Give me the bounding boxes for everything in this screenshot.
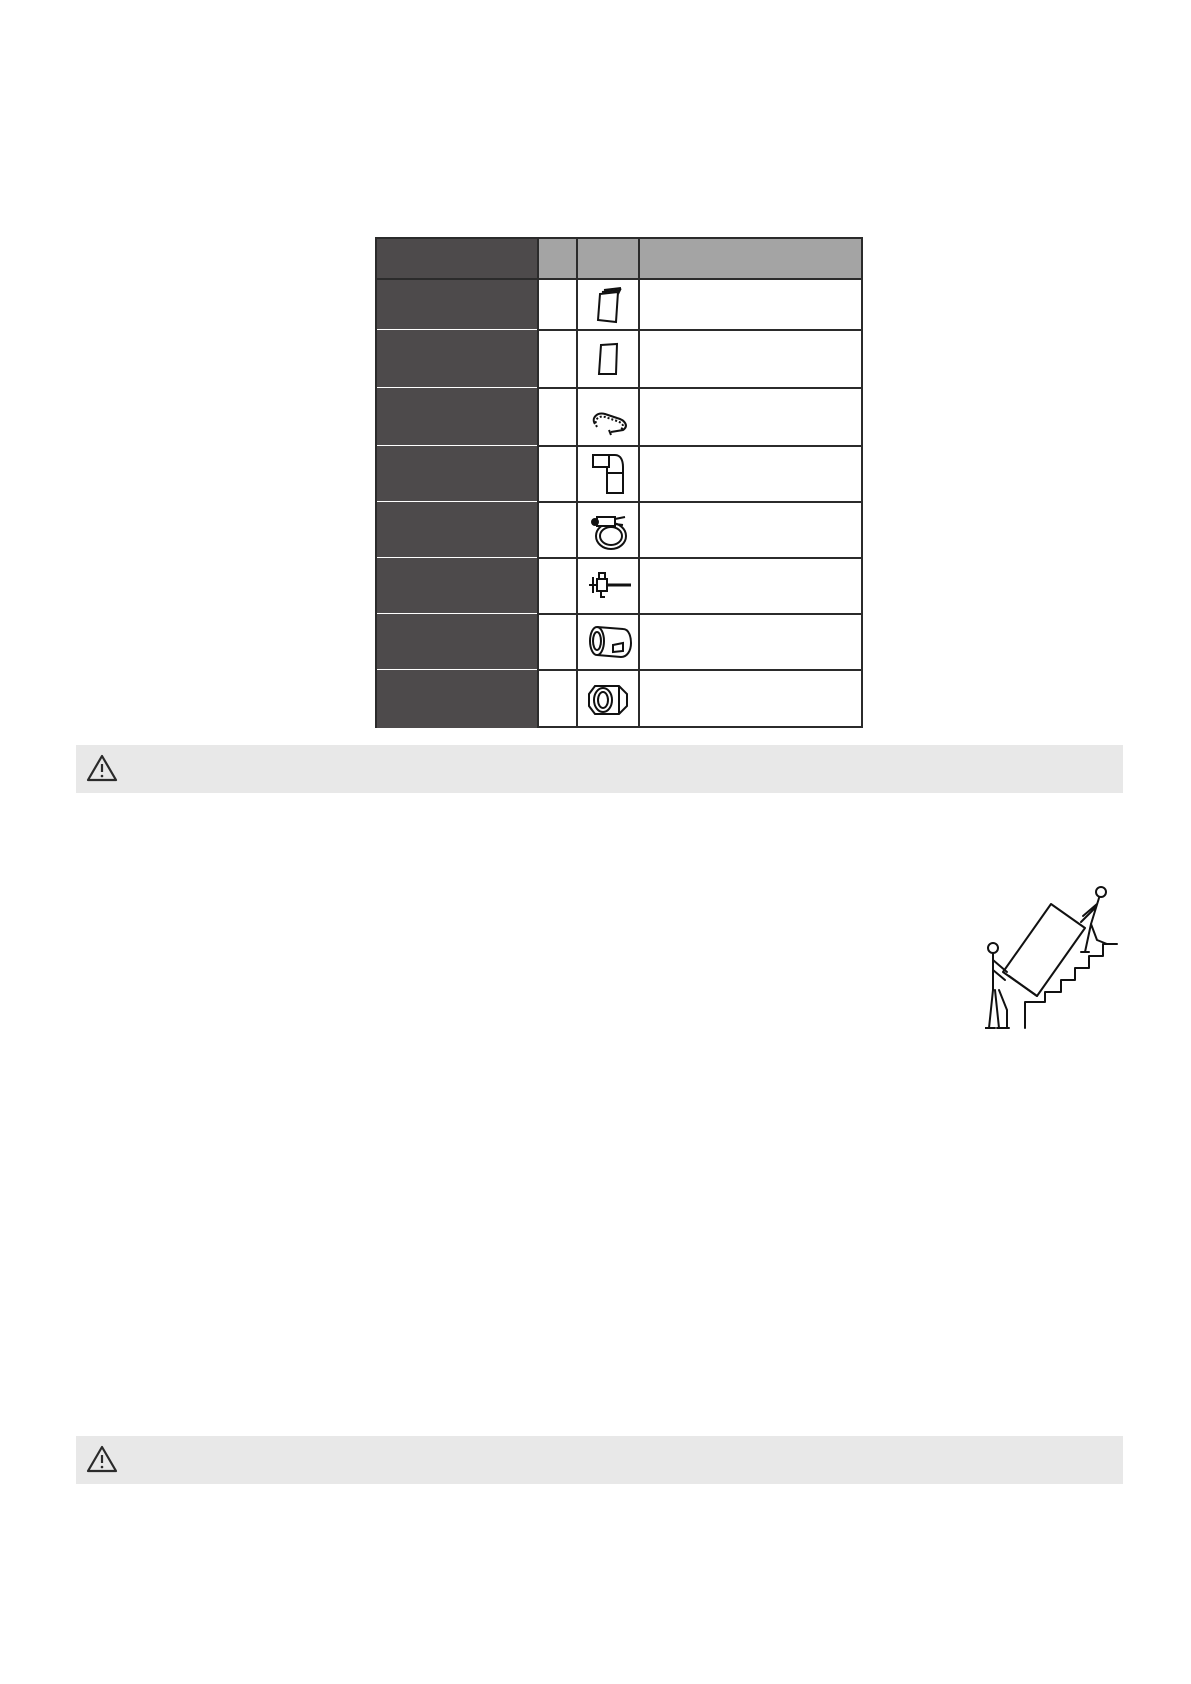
row-name-cell <box>377 502 537 558</box>
hose-clamp-icon <box>583 507 635 553</box>
row-name-cell <box>377 670 537 728</box>
hose-icon <box>583 394 635 440</box>
adapter-nut-icon <box>583 676 635 722</box>
table-row <box>377 670 861 728</box>
booklet-icon <box>583 282 635 328</box>
table-header-name <box>377 239 539 279</box>
table-row <box>377 280 861 330</box>
table-row <box>377 558 861 614</box>
row-name-cell <box>377 446 537 502</box>
row-name-cell <box>377 558 537 614</box>
elbow-connector-icon <box>583 451 635 497</box>
row-name-cell <box>377 388 537 446</box>
row-name-cell <box>377 614 537 670</box>
row-name-cell <box>377 330 537 388</box>
table-row <box>377 502 861 558</box>
warning-triangle-icon <box>86 1444 118 1474</box>
warning-bar <box>76 745 1123 793</box>
carrying-appliance-upstairs-icon <box>985 880 1120 1035</box>
row-name-cell <box>377 280 537 330</box>
table-row <box>377 330 861 388</box>
table-row <box>377 388 861 446</box>
table-row <box>377 446 861 502</box>
table-header-columns <box>539 239 861 279</box>
pipe-sleeve-icon <box>583 619 635 665</box>
table-row <box>377 614 861 670</box>
warning-bar <box>76 1436 1123 1484</box>
warning-triangle-icon <box>86 753 118 783</box>
sheet-icon <box>583 336 635 382</box>
valve-icon <box>583 563 635 609</box>
accessories-table <box>375 237 863 728</box>
